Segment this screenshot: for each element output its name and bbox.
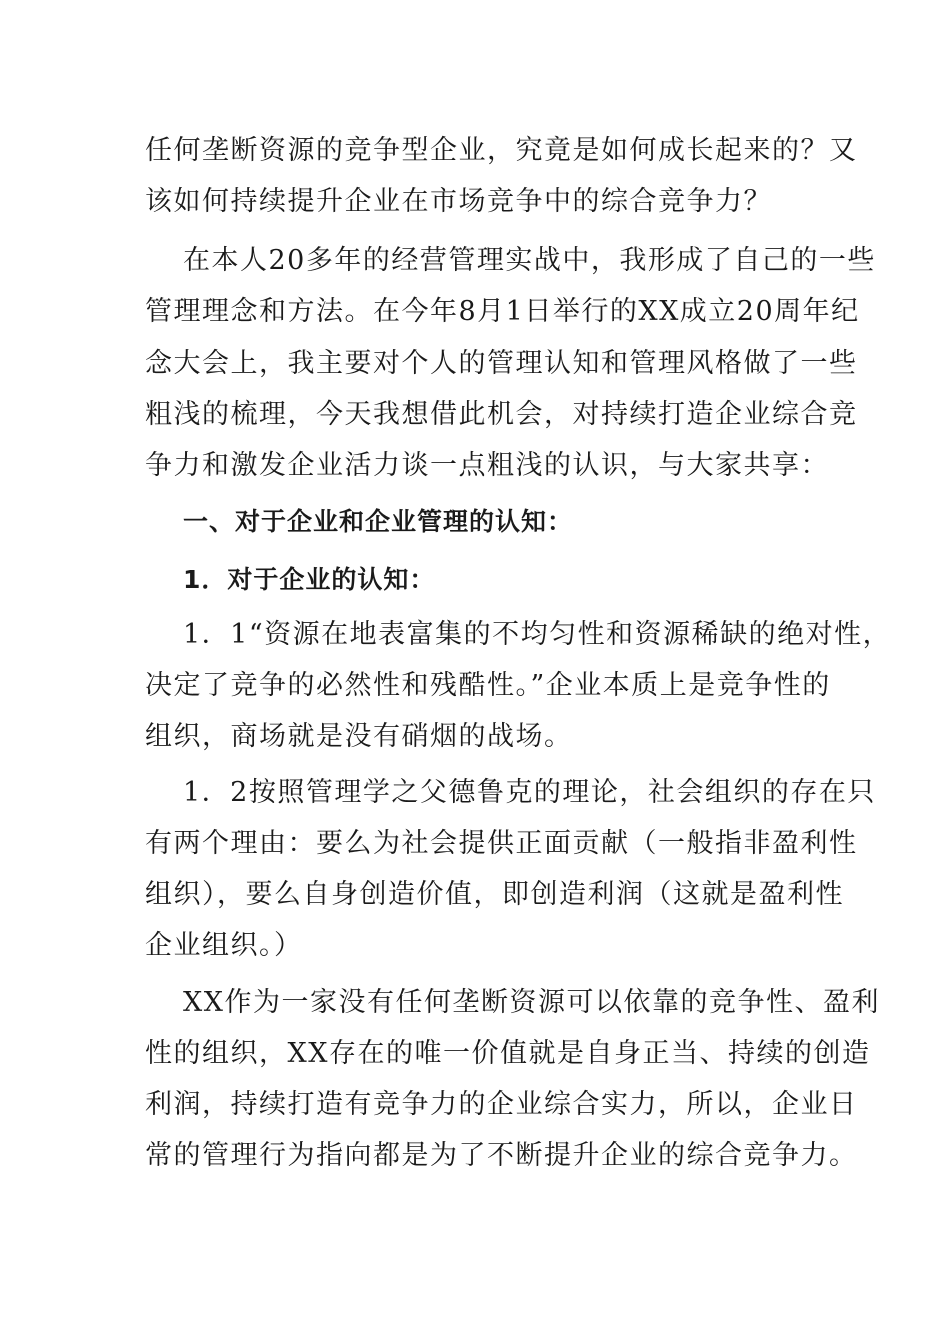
text-line: 1．1“资源在地表富集的不均匀性和资源稀缺的绝对性， [183, 619, 892, 650]
text-line: 任何垄断资源的竞争型企业，究竟是如何成长起来的？又 [145, 135, 858, 166]
text-line: 组织，商场就是没有硝烟的战场。 [145, 721, 573, 752]
text-line: 争力和激发企业活力谈一点粗浅的认识，与大家共享： [145, 450, 829, 481]
text-line: 性的组织，XX存在的唯一价值就是自身正当、持续的创造 [145, 1038, 871, 1069]
text-line: XX作为一家没有任何垄断资源可以依靠的竞争性、盈利 [183, 987, 880, 1018]
text-line: 管理理念和方法。在今年8月1日举行的XX成立20周年纪 [145, 296, 860, 327]
text-line: 企业组织。） [145, 930, 303, 961]
text-line: 决定了竞争的必然性和残酷性。”企业本质上是竞争性的 [145, 670, 831, 701]
text-line: 常的管理行为指向都是为了不断提升企业的综合竞争力。 [145, 1140, 858, 1171]
text-line: 有两个理由：要么为社会提供正面贡献（一般指非盈利性 [145, 828, 858, 859]
section-heading: 一、对于企业和企业管理的认知： [183, 507, 574, 536]
text-line: 在本人20多年的经营管理实战中，我形成了自己的一些 [183, 245, 876, 276]
text-line: 1．2按照管理学之父德鲁克的理论，社会组织的存在只 [183, 777, 876, 808]
text-line: 念大会上，我主要对个人的管理认知和管理风格做了一些 [145, 348, 858, 379]
subsection-heading: 1．对于企业的认知： [183, 565, 436, 594]
text-line: 该如何持续提升企业在市场竞争中的综合竞争力？ [145, 186, 772, 217]
text-line: 粗浅的梳理，今天我想借此机会，对持续打造企业综合竞 [145, 399, 858, 430]
text-line: 利润，持续打造有竞争力的企业综合实力，所以，企业日 [145, 1089, 858, 1120]
text-line: 组织），要么自身创造价值，即创造利润（这就是盈利性 [145, 879, 844, 910]
